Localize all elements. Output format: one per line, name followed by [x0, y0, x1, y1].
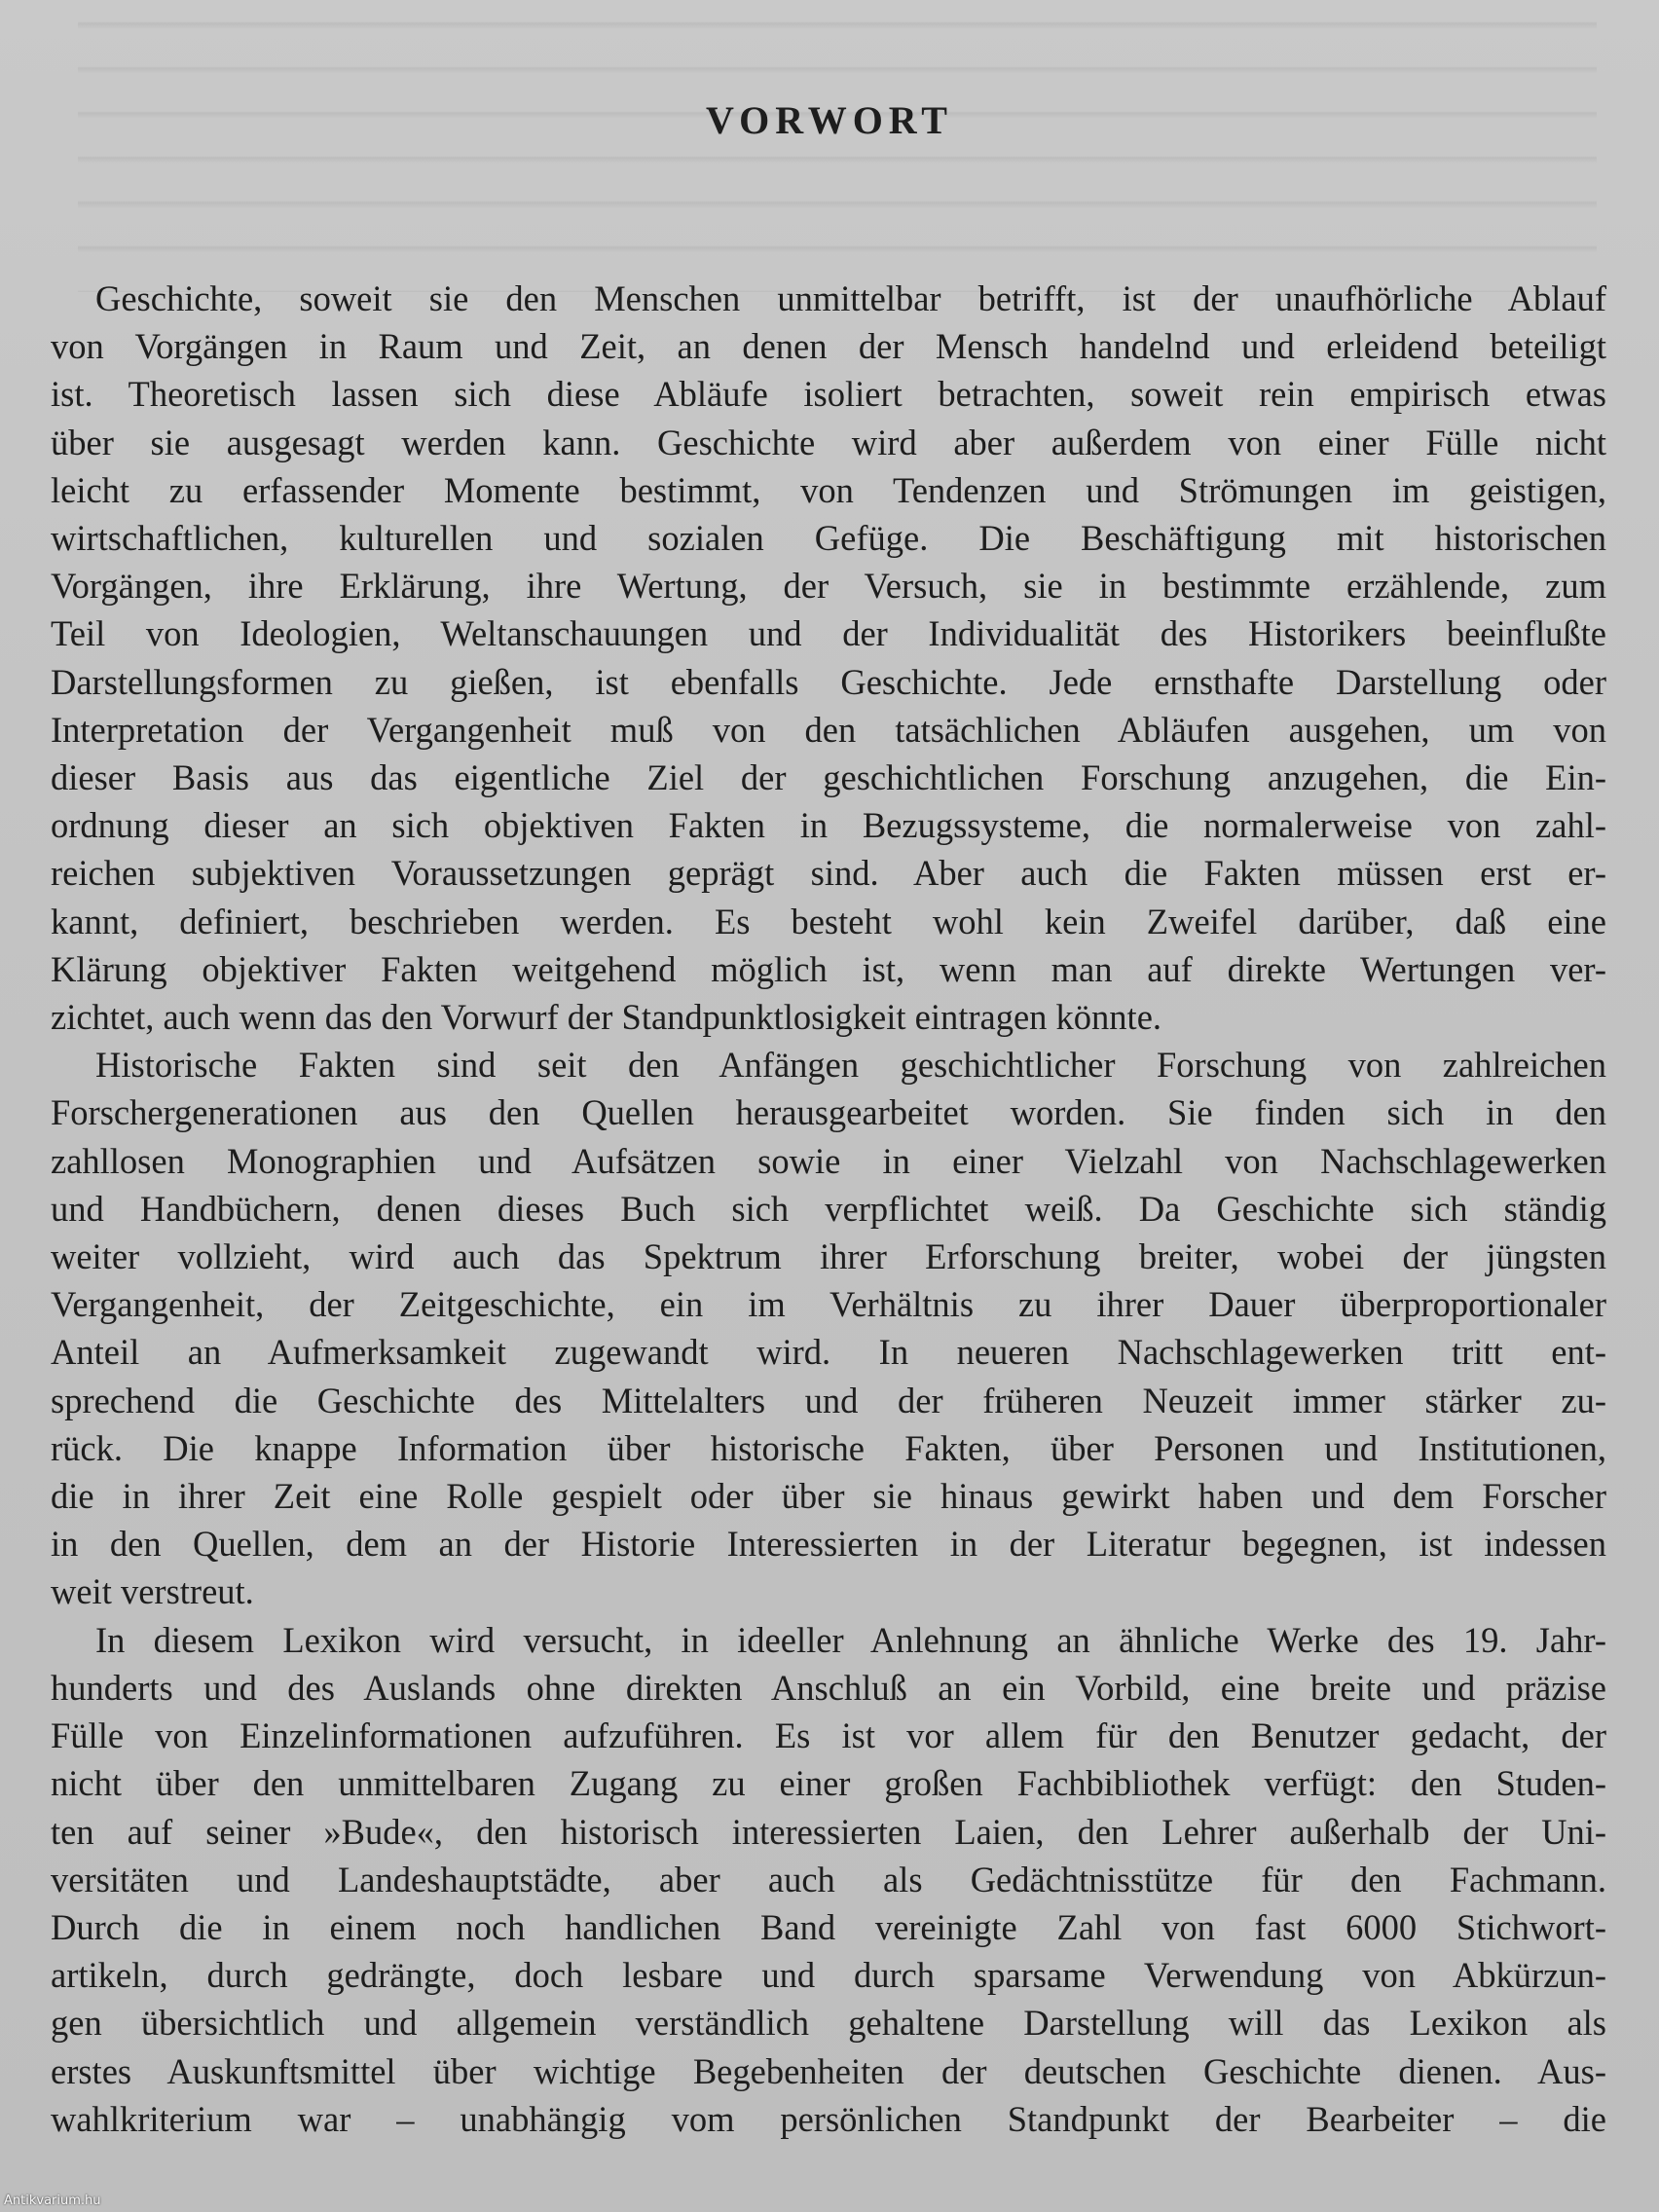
text-line: über sie ausgesagt werden kann. Geschichte wird aber außerdem von einer Fülle nicht [51, 422, 1606, 462]
show-through-text [78, 0, 1597, 292]
text-line: nicht über den unmittelbaren Zugang zu einer großen Fachbibliothek verfügt: den Studen- [51, 1763, 1606, 1804]
text-line: Durch die in einem noch handlichen Band vereinigte Zahl von fast 6000 Stichwort- [51, 1906, 1606, 1947]
text-line: Vorgängen, ihre Erklärung, ihre Wertung, der Versuch, sie in bestimmte erzählende, zum [51, 566, 1606, 607]
text-line: Klärung objektiver Fakten weitgehend möglich ist, wenn man auf direkte Wertungen ver- [51, 948, 1606, 989]
text-line: kannt, definiert, beschrieben werden. Es besteht wohl kein Zweifel darüber, daß eine [51, 901, 1606, 941]
text-line: weiter vollzieht, wird auch das Spektrum ihrer Erforschung breiter, wobei der jüngsten [51, 1236, 1606, 1277]
text-line: Darstellungsformen zu gießen, ist ebenfalls Geschichte. Jede ernsthafte Darstellung oder [51, 661, 1606, 702]
text-line: erstes Auskunftsmittel über wichtige Begebenheiten der deutschen Geschichte dienen. Aus- [51, 2050, 1606, 2091]
text-line: ten auf seiner »Bude«, den historisch interessierten Laien, den Lehrer außerhalb der Uni- [51, 1811, 1606, 1852]
text-line: ist. Theoretisch lassen sich diese Abläufe isoliert betrachten, soweit rein empirisch etwas [51, 374, 1606, 415]
text-line: die in ihrer Zeit eine Rolle gespielt oder über sie hinaus gewirkt haben und dem Forscher [51, 1476, 1606, 1517]
text-line: hunderts und des Auslands ohne direkten Anschluß an ein Vorbild, eine breite und präzise [51, 1667, 1606, 1708]
text-line: weit verstreut. [51, 1571, 254, 1612]
text-line: Geschichte, soweit sie den Menschen unmittelbar betrifft, ist der unaufhörliche Ablauf [95, 278, 1606, 318]
paragraph [51, 275, 1606, 1041]
text-line: in den Quellen, dem an der Historie Interessierten in der Literatur begegnen, ist indessen [51, 1524, 1606, 1565]
text-line: dieser Basis aus das eigentliche Ziel der geschichtlichen Forschung anzugehen, die Ein- [51, 757, 1606, 798]
text-line: rück. Die knappe Information über historische Fakten, über Personen und Institutionen, [51, 1427, 1606, 1468]
text-line: sprechend die Geschichte des Mittelalters und der früheren Neuzeit immer stärker zu- [51, 1380, 1606, 1420]
text-line: zahllosen Monographien und Aufsätzen sowie in einer Vielzahl von Nachschlagewerken [51, 1140, 1606, 1181]
text-line: gen übersichtlich und allgemein verständlich gehaltene Darstellung will das Lexikon als [51, 2003, 1606, 2044]
text-line: und Handbüchern, denen dieses Buch sich verpflichtet weiß. Da Geschichte sich ständig [51, 1188, 1606, 1229]
text-line: artikeln, durch gedrängte, doch lesbare und durch sparsame Verwendung von Abkürzun- [51, 1955, 1606, 1996]
text-line: Anteil an Aufmerksamkeit zugewandt wird. In neueren Nachschlagewerken tritt ent- [51, 1332, 1606, 1373]
text-line: Historische Fakten sind seit den Anfängen geschichtlicher Forschung von zahlreichen [95, 1045, 1606, 1086]
text-line: leicht zu erfassender Momente bestimmt, von Tendenzen und Strömungen im geistigen, [51, 469, 1606, 510]
text-line: Interpretation der Vergangenheit muß von den tatsächlichen Abläufen ausgehen, um von [51, 709, 1606, 750]
watermark: Antikvarium.hu [4, 2194, 101, 2208]
text-line: Forschergenerationen aus den Quellen herausgearbeitet worden. Sie finden sich in den [51, 1092, 1606, 1133]
text-line: Vergangenheit, der Zeitgeschichte, ein im Verhältnis zu ihrer Dauer überproportionaler [51, 1284, 1606, 1325]
text-line: reichen subjektiven Voraussetzungen geprägt sind. Aber auch die Fakten müssen erst er- [51, 853, 1606, 894]
text-line: zichtet, auch wenn das den Vorwurf der Standpunktlosigkeit eintragen könnte. [51, 997, 1162, 1038]
text-line: von Vorgängen in Raum und Zeit, an denen der Mensch handelnd und erleidend beteiligt [51, 326, 1606, 367]
paragraph [51, 1616, 1606, 2143]
text-line: versitäten und Landeshauptstädte, aber auch als Gedächtnisstütze für den Fachmann. [51, 1859, 1606, 1899]
text-line: wahlkriterium war – unabhängig vom persönlichen Standpunkt der Bearbeiter – die [51, 2098, 1606, 2139]
text-line: In diesem Lexikon wird versucht, in ideeller Anlehnung an ähnliche Werke des 19. Jahr- [95, 1619, 1606, 1660]
text-line: wirtschaftlichen, kulturellen und sozialen Gefüge. Die Beschäftigung mit historischen [51, 518, 1606, 559]
page-heading: VORWORT [706, 98, 953, 142]
text-line: Fülle von Einzelinformationen aufzuführen. Es ist vor allem für den Benutzer gedacht, der [51, 1715, 1606, 1756]
paragraph [51, 1041, 1606, 1615]
text-line: ordnung dieser an sich objektiven Fakten in Bezugssysteme, die normalerweise von zahl- [51, 805, 1606, 846]
body-text [51, 275, 1606, 2143]
text-line: Teil von Ideologien, Weltanschauungen und der Individualität des Historikers beeinflußte [51, 613, 1606, 654]
